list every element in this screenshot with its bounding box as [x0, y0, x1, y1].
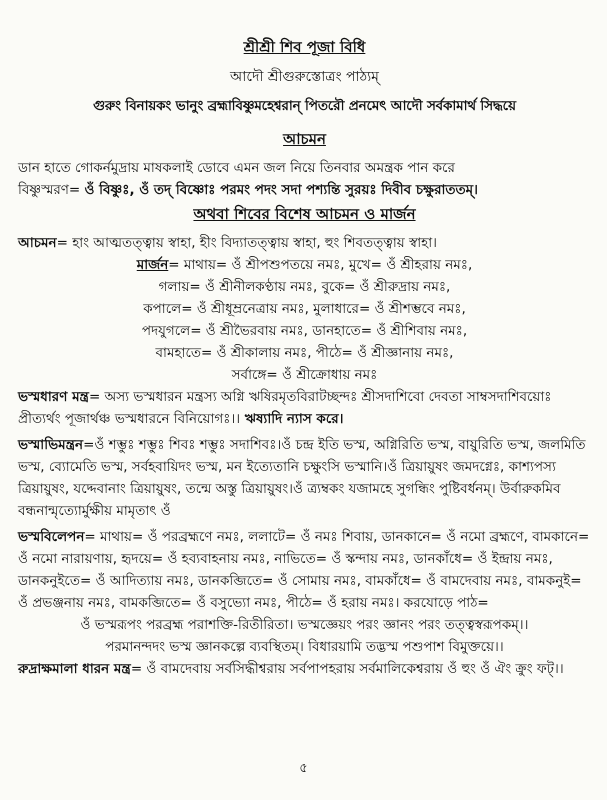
bhasmabhimantran-label: ভস্মাভিমন্ত্রন	[18, 437, 84, 453]
bhasma-verse-1: ওঁ ভস্মরূপং পরব্রহ্ম পরাশক্তি-রিতীরিতা। ভস্মজ্ঞেয়ং পরং জ্ঞানং পরং তত্ত্বস্বরূপকম্।।	[80, 617, 529, 633]
marjan-line-6: সর্বাঙ্গে= ওঁ শ্রীক্রোধায় নমঃ	[231, 367, 378, 383]
achaman-heading: আচমন	[283, 130, 326, 148]
vishnu-smaran	[18, 179, 591, 201]
rudraksha-label: রুদ্রাক্ষমালা ধারন মন্ত্র	[18, 661, 131, 677]
bhasmabhimantran-text: =ওঁ শম্ভুঃ শম্ভুঃ শিবঃ শম্ভুঃ সদাশিবঃ।ওঁ চন্দ্র ইতি ভস্ম, অগ্নিরিতি ভস্ম, বায়ুরিতি ভস্ম, জলমিতি ভস্ম, ব্যোমেতি ভস্ম, সর্বহবায়িদং ভস্ম, মন ইত্যেতানি চক্ষুংসি ভস্মানি।ওঁ ত্রিয়ায়ুষং জমদগ্নেঃ, কাশ্যপস্য ত্রিয়ায়ুষং, যদ্দেবানাং ত্রিয়ায়ুষং, তন্মে অস্তু ত্রিয়ায়ুষং।ওঁ ত্র্যম্বকং যজামহে সুগন্ধিং পুষ্টিবর্ধনম্। উর্বারুকমিব বন্ধনান্মৃত্যোর্মুক্ষীয় মামৃতাৎ ওঁ	[18, 437, 586, 519]
bhasmabhimantran-paragraph	[18, 434, 591, 522]
marjan-line-4: পদযুগলে= ওঁ শ্রীভৈরবায় নমঃ, ডানহাতে= ওঁ শ্রীশিবায় নমঃ,	[141, 323, 468, 339]
achaman-label: আচমন	[18, 235, 57, 251]
achaman-mantra: = হাং আত্মতত্ত্বায় স্বাহা, হীং বিদ্যাতত্ত্বায় স্বাহা, হুং শিবতত্ত্বায় স্বাহা।	[56, 235, 437, 251]
guru-invocation: গুরুং বিনায়কং ভানুং ব্রহ্মাবিষ্ণুমহেশ্বরান্ পিতরৌ প্রনমেৎ আদৌ সর্বকামার্থ সিদ্ধয়ে	[93, 98, 516, 114]
special-achaman-line	[18, 232, 591, 254]
bhasmadharan-label: ভস্মধারণ মন্ত্র	[18, 389, 89, 405]
vishnu-smaran-label: বিষ্ণুস্মরণ=	[18, 182, 85, 198]
marjan-text-1: = মাথায়= ওঁ শ্রীপশুপতয়ে নমঃ, মুখে= ওঁ শ্রীহরায় নমঃ,	[168, 257, 473, 273]
bhasmadharan-suffix: ঋষ্যাদি ন্যাস করে।	[240, 411, 344, 427]
marjan-line-1	[18, 254, 591, 276]
bhasmadharan-paragraph	[18, 386, 591, 430]
marjan-line-3: কপালে= ওঁ শ্রীধূম্রনেত্রায় নমঃ, মুলাধারে= ওঁ শ্রীশম্ভবে নমঃ,	[143, 301, 466, 317]
marjan-block	[18, 254, 591, 386]
bhasmavilepan-text: = মাথায়= ওঁ পরব্রহ্মণে নমঃ, ললাটে= ওঁ নমঃ শিবায়, ডানকানে= ওঁ নমো ব্রহ্মণে, বামকানে= ওঁ নমো নারায়ণায়, হৃদয়ে= ওঁ হব্যবাহনায় নমঃ, নাভিতে= ওঁ স্কন্দায় নমঃ, ডানকাঁধে= ওঁ ইন্দ্রায় নমঃ, ডানকনুইতে= ওঁ আদিত্যায় নমঃ, ডানকব্জিতে= ওঁ সোমায় নমঃ, বামকাঁধে= ওঁ বামদেবায় নমঃ, বামকনুই= ওঁ প্রভঞ্জনায় নমঃ, বামকব্জিতে= ওঁ বসুভ্যো নমঃ, পীঠে= ওঁ হরায় নমঃ। করযোড়ে পাঠ=	[18, 529, 590, 611]
achaman-instruction: ডান হাতে গোকর্নমুদ্রায় মাষকলাই ডোবে এমন জল নিয়ে তিনবার অমন্ত্রক পান করে	[18, 160, 455, 176]
vishnu-smaran-mantra: ওঁ বিষ্ণুঃ, ওঁ তদ্ বিষ্ণোঃ পরমং পদং সদা পশ্যন্তি সুরয়ঃ দিবীব চক্ষুরাততম্।	[84, 182, 478, 198]
page-number: ৫	[299, 761, 308, 776]
bhasmavilepan-paragraph	[18, 526, 591, 614]
rudraksha-text: = ওঁ বামদেবায় সর্বসিদ্ধীশ্বরায় সর্বপাপহরায় সর্বমালিকেশ্বরায় ওঁ হুং ওঁ ঐং ক্রুং ফট্।।	[130, 661, 564, 677]
bhasmadharan-text: = অস্য ভস্মধারন মন্ত্রস্য অগ্নি ঋষিরমৃতবিরাটচ্ছন্দঃ শ্রীসদাশিবো দেবতা সাম্বসদাশিবয়োঃ প্রীত্যর্থং পূজার্থঞ্চ ভস্মধারনে বিনিয়োগঃ।।	[18, 389, 552, 427]
marjan-label: মার্জন	[136, 257, 169, 273]
bhasma-verse-2: পরমানন্দদং ভস্ম জ্ঞানকল্পে ব্যবস্থিতম্। বিধারয়ামি তদ্ভস্ম পশুপাশ বিমুক্তয়ে।।	[105, 639, 504, 655]
page-subtitle: আদৌ শ্রীগুরুস্তোত্রং পাঠ্যম্	[230, 69, 379, 85]
page-title: শ্রীশ্রী শিব পূজা বিধি	[243, 38, 366, 56]
marjan-line-2: গলায়= ওঁ শ্রীনীলকণ্ঠায় নমঃ, বুকে= ওঁ শ্রীরুদ্রায় নমঃ,	[158, 279, 451, 295]
bhasmavilepan-label: ভস্মবিলেপন	[18, 529, 85, 545]
special-achaman-heading: অথবা শিবের বিশেষ আচমন ও মার্জন	[193, 205, 416, 223]
marjan-line-5: বামহাতে= ওঁ শ্রীকালায় নমঃ, পীঠে= ওঁ শ্রীজ্ঞানায় নমঃ,	[155, 345, 454, 361]
rudraksha-paragraph	[18, 658, 591, 680]
